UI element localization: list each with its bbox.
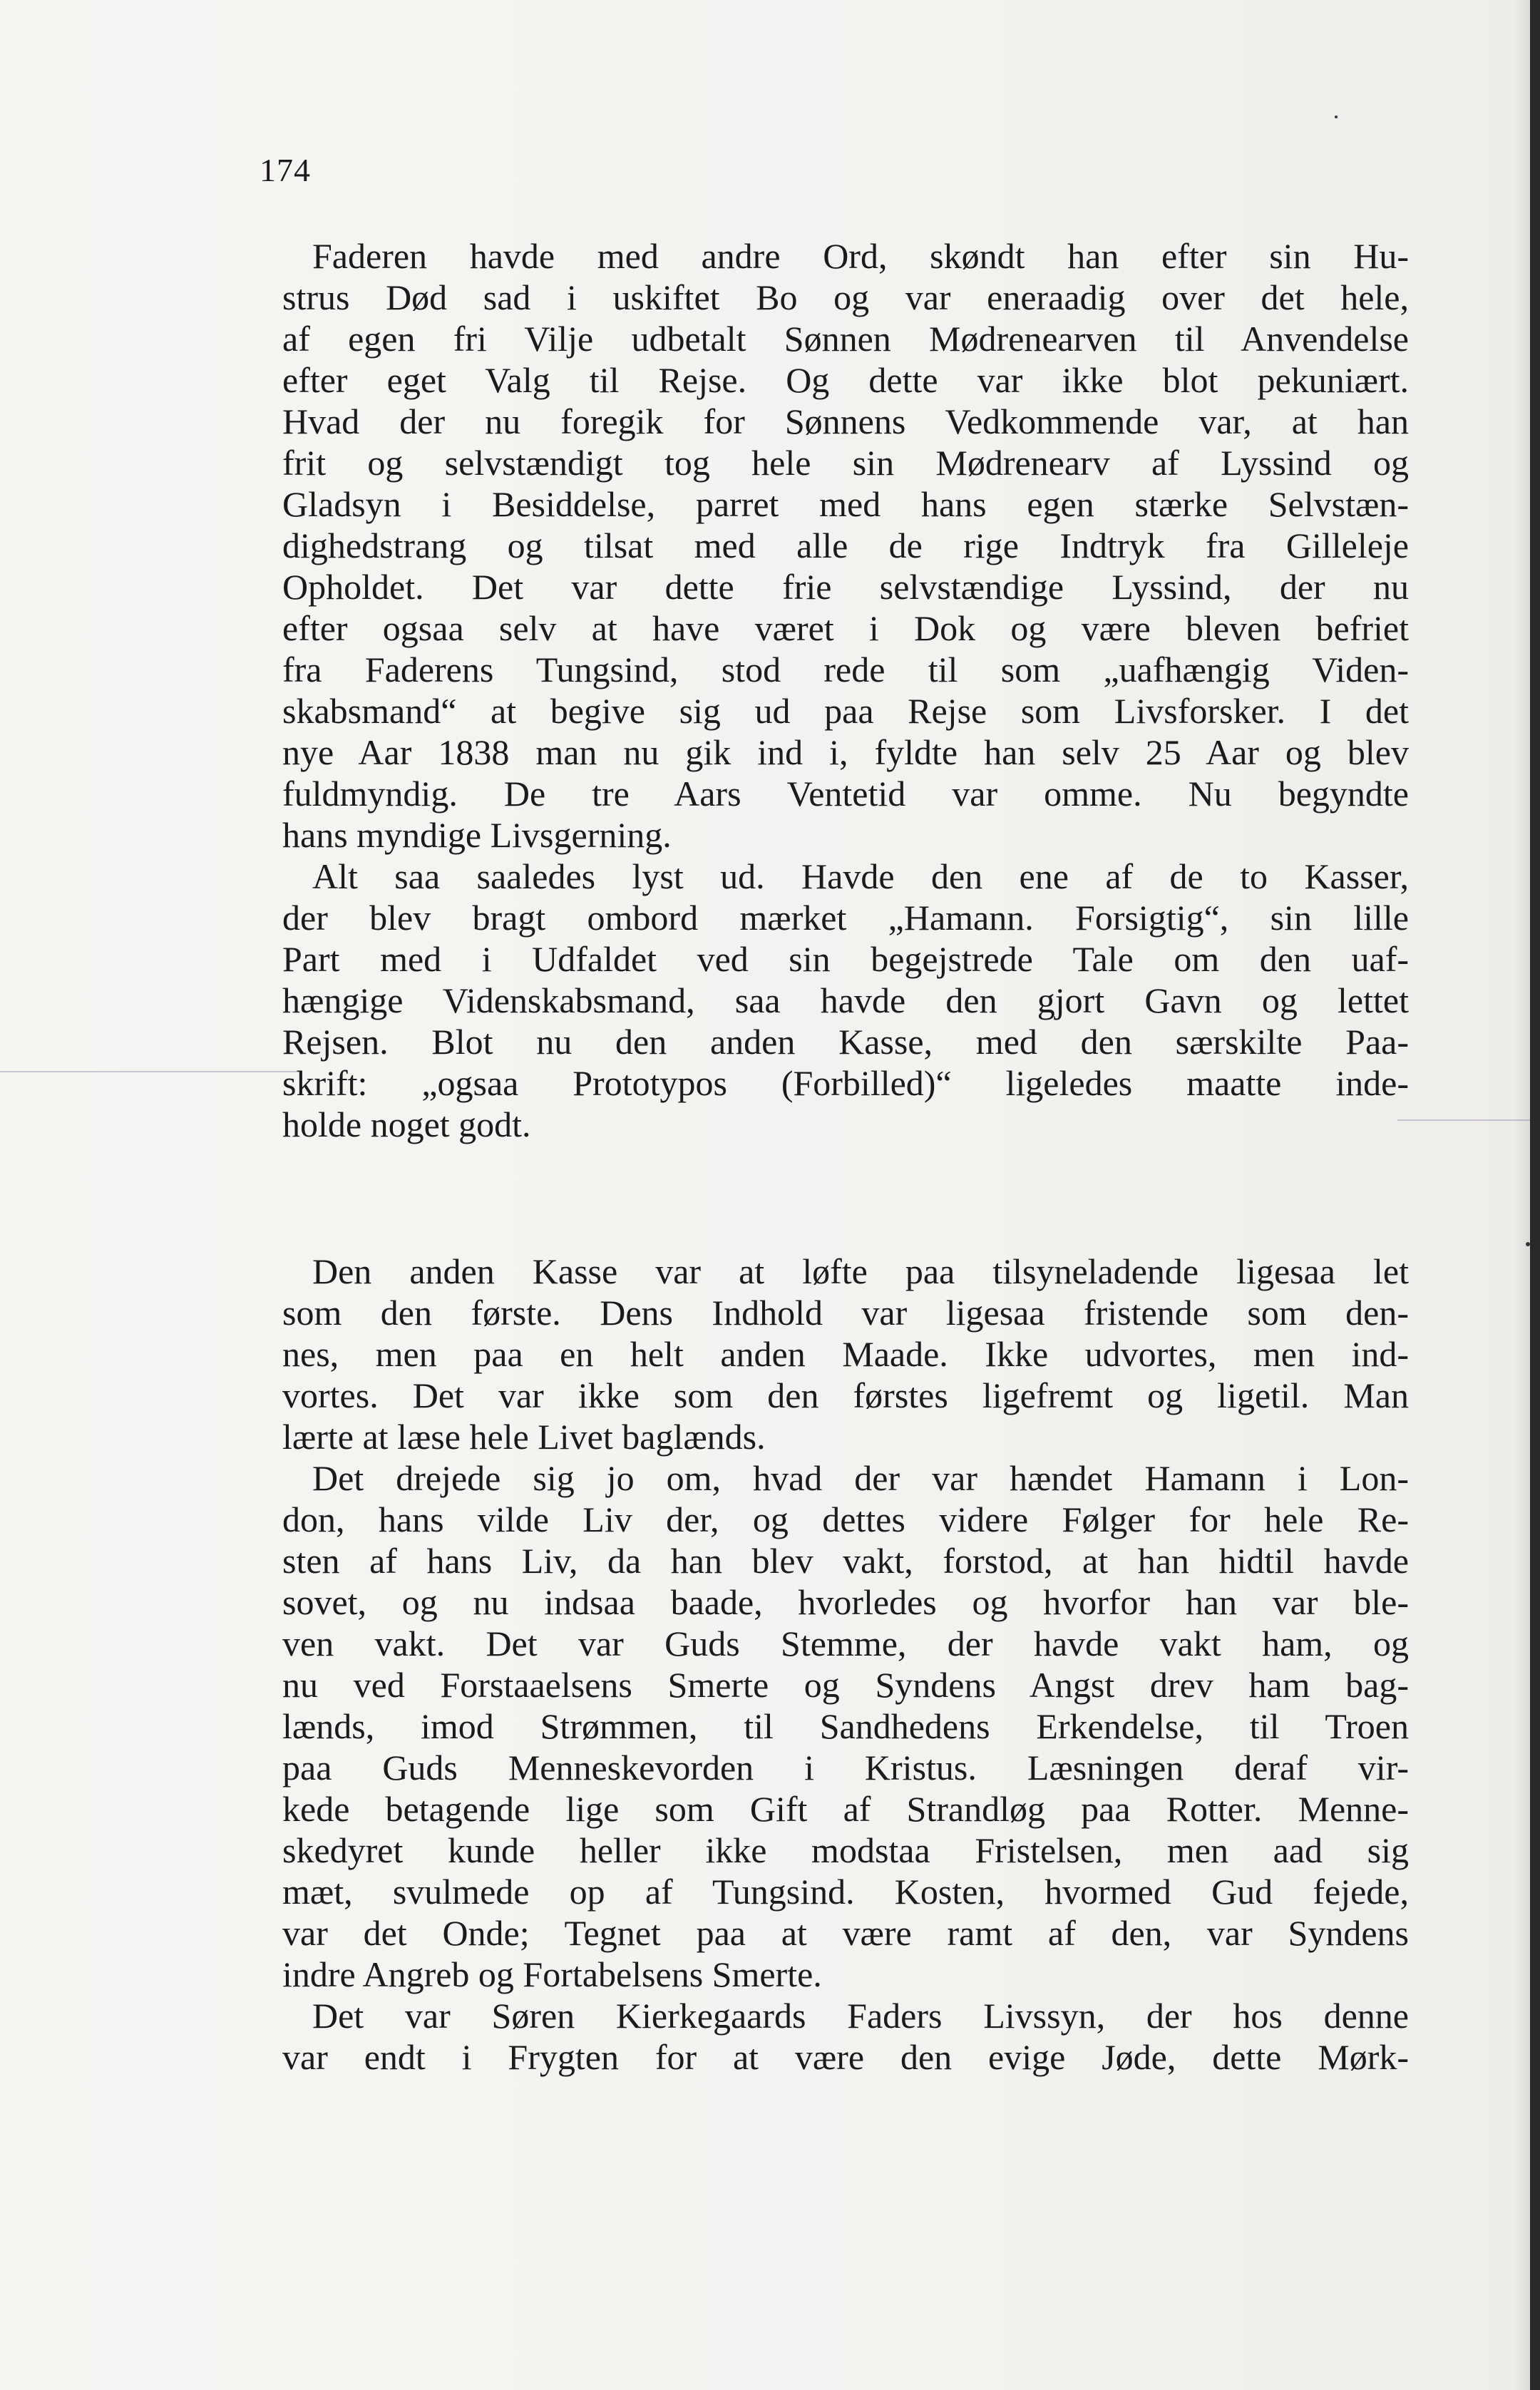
text-line: don, hans vilde Liv der, og dettes videre Følger for hele Re- <box>282 1499 1409 1539</box>
text-line: Faderen havde med andre Ord, skøndt han efter sin Hu- <box>312 236 1409 276</box>
text-line: nu ved Forstaaelsens Smerte og Syndens Angst drev ham bag- <box>282 1665 1409 1705</box>
text-line: Det var Søren Kierkegaards Faders Livssyn, der hos denne <box>312 1996 1409 2036</box>
text-line: vortes. Det var ikke som den førstes ligefremt og ligetil. Man <box>282 1375 1409 1415</box>
text-line: skrift: „ogsaa Prototypos (Forbilled)“ ligeledes maatte inde- <box>282 1063 1409 1103</box>
text-line: Opholdet. Det var dette frie selvstændige Lyssind, der nu <box>282 567 1409 607</box>
text-line: nye Aar 1838 man nu gik ind i, fyldte han selv 25 Aar og blev <box>282 732 1409 772</box>
text-line: Hvad der nu foregik for Sønnens Vedkommende var, at han <box>282 401 1409 441</box>
page-edge-shadow <box>1513 0 1530 2390</box>
text-section-2 <box>282 1251 1409 2078</box>
text-line: skedyret kunde heller ikke modstaa Fristelsen, men aad sig <box>282 1830 1409 1870</box>
text-line: Rejsen. Blot nu den anden Kasse, med den særskilte Paa- <box>282 1022 1409 1062</box>
text-line: indre Angreb og Fortabelsens Smerte. <box>282 1954 822 1994</box>
text-line: som den første. Dens Indhold var ligesaa fristende som den- <box>282 1293 1409 1333</box>
page-edge <box>1530 0 1540 2390</box>
text-line: lærte at læse hele Livet baglænds. <box>282 1417 766 1457</box>
text-line: frit og selvstændigt tog hele sin Mødrenearv af Lyssind og <box>282 443 1409 483</box>
text-line: fuldmyndig. De tre Aars Ventetid var omme. Nu begyndte <box>282 774 1409 814</box>
text-line: skabsmand“ at begive sig ud paa Rejse som Livsforsker. I det <box>282 691 1409 731</box>
text-line: hans myndige Livsgerning. <box>282 815 672 855</box>
text-line: Det drejede sig jo om, hvad der var hændet Hamann i Lon- <box>312 1458 1409 1498</box>
text-line: af egen fri Vilje udbetalt Sønnen Mødrenearven til Anvendelse <box>282 319 1409 359</box>
text-line: strus Død sad i uskiftet Bo og var eneraadig over det hele, <box>282 277 1409 317</box>
text-line: hængige Videnskabsmand, saa havde den gjort Gavn og lettet <box>282 980 1409 1020</box>
text-line: sovet, og nu indsaa baade, hvorledes og hvorfor han var ble- <box>282 1582 1409 1622</box>
faint-rule-right <box>1397 1119 1530 1121</box>
text-line: efter ogsaa selv at have været i Dok og være bleven befriet <box>282 608 1409 648</box>
text-line: ven vakt. Det var Guds Stemme, der havde vakt ham, og <box>282 1624 1409 1663</box>
text-section-1 <box>282 235 1409 1145</box>
ink-speck <box>1526 1242 1530 1246</box>
text-line: holde noget godt. <box>282 1104 531 1144</box>
text-line: Gladsyn i Besiddelse, parret med hans egen stærke Selvstæn- <box>282 484 1409 524</box>
text-line: paa Guds Menneskevorden i Kristus. Læsningen deraf vir- <box>282 1748 1409 1788</box>
text-line: dighedstrang og tilsat med alle de rige Indtryk fra Gilleleje <box>282 525 1409 565</box>
text-line: Den anden Kasse var at løfte paa tilsyneladende ligesaa let <box>312 1251 1409 1291</box>
text-line: Part med i Udfaldet ved sin begejstrede Tale om den uaf- <box>282 939 1409 979</box>
text-line: var endt i Frygten for at være den evige Jøde, dette Mørk- <box>282 2037 1409 2077</box>
text-line: fra Faderens Tungsind, stod rede til som „uafhængig Viden- <box>282 650 1409 689</box>
faint-rule-left <box>0 1071 299 1072</box>
ink-speck <box>1335 116 1338 118</box>
text-line: var det Onde; Tegnet paa at være ramt af den, var Syndens <box>282 1913 1409 1953</box>
text-line: der blev bragt ombord mærket „Hamann. Forsigtig“, sin lille <box>282 898 1409 938</box>
text-line: nes, men paa en helt anden Maade. Ikke udvortes, men ind- <box>282 1334 1409 1374</box>
text-line: kede betagende lige som Gift af Strandløg paa Rotter. Menne- <box>282 1789 1409 1829</box>
text-line: efter eget Valg til Rejse. Og dette var ikke blot pekuniært. <box>282 360 1409 400</box>
text-line: sten af hans Liv, da han blev vakt, forstod, at han hidtil havde <box>282 1541 1409 1581</box>
text-line: Alt saa saaledes lyst ud. Havde den ene af de to Kasser, <box>312 856 1409 896</box>
text-line: mæt, svulmede op af Tungsind. Kosten, hvormed Gud fejede, <box>282 1872 1409 1912</box>
page-number: 174 <box>260 152 311 188</box>
text-line: lænds, imod Strømmen, til Sandhedens Erkendelse, til Troen <box>282 1706 1409 1746</box>
